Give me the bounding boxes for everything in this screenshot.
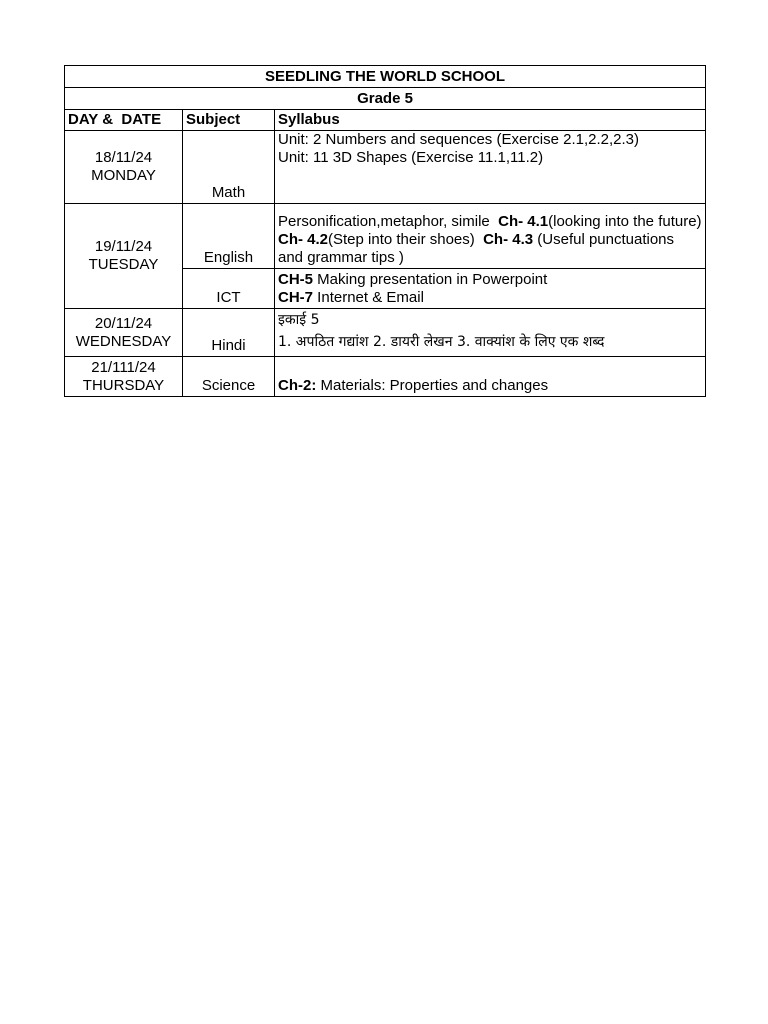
- chapter-ref: CH-5: [278, 271, 314, 288]
- title-row: [65, 66, 706, 88]
- day-date-cell: [65, 309, 183, 357]
- syllabus-line: 1. अपठित गद्यांश 2. डायरी लेखन 3. वाक्यांश के लिए एक शब्द: [278, 334, 605, 350]
- weekday-text: MONDAY: [91, 167, 156, 184]
- subject-cell: English: [183, 204, 275, 269]
- table-row-tuesday-english: [65, 204, 706, 269]
- subject-cell: Hindi: [183, 309, 275, 357]
- syllabus-line: [278, 289, 702, 307]
- chapter-ref: Ch- 4.2: [278, 231, 329, 248]
- syllabus-line: Unit: 11 3D Shapes (Exercise 11.1,11.2): [278, 149, 544, 166]
- syllabus-line: [278, 271, 702, 289]
- date-text: 18/11/24: [94, 149, 153, 166]
- chapter-ref: Ch- 4.1: [498, 213, 549, 230]
- day-date-cell: [65, 357, 183, 397]
- chapter-ref: Ch-2:: [278, 377, 317, 394]
- day-date-cell: [65, 131, 183, 204]
- column-header-day-date: DAY & DATE: [65, 110, 183, 131]
- column-header-syllabus: Syllabus: [275, 110, 706, 131]
- exam-schedule-table: [64, 65, 706, 397]
- syllabus-line: इकाई 5: [278, 312, 320, 328]
- syllabus-text: (Step into their shoes): [328, 231, 484, 248]
- syllabus-line: Unit: 2 Numbers and sequences (Exercise 2.1,2.2,2.3): [278, 131, 640, 148]
- syllabus-text: (looking into the future): [548, 213, 706, 230]
- date-text: 20/11/24: [94, 314, 153, 332]
- subject-cell: Science: [183, 357, 275, 397]
- school-name: SEEDLING THE WORLD SCHOOL: [65, 66, 706, 88]
- syllabus-text: Materials: Properties and changes: [316, 377, 549, 394]
- header-row: [65, 110, 706, 131]
- table-row-monday: [65, 131, 706, 204]
- syllabus-cell: [275, 309, 706, 357]
- weekday-text: TUESDAY: [88, 256, 159, 273]
- syllabus-text: (Useful punctuations and grammar tips ): [278, 231, 679, 266]
- syllabus-text: Making presentation in Powerpoint: [313, 271, 548, 288]
- weekday-text: WEDNESDAY: [75, 332, 172, 350]
- syllabus-text: Personification,metaphor, simile: [278, 213, 499, 230]
- subject-cell: Math: [183, 131, 275, 204]
- chapter-ref: CH-7: [278, 289, 314, 306]
- chapter-ref: Ch- 4.3: [483, 231, 534, 248]
- grade-row: [65, 88, 706, 110]
- syllabus-cell: [275, 357, 706, 397]
- grade-label: Grade 5: [65, 88, 706, 110]
- subject-cell: ICT: [183, 269, 275, 309]
- syllabus-cell: [275, 204, 706, 269]
- day-date-cell: [65, 204, 183, 309]
- table-row-wednesday: [65, 309, 706, 357]
- table-row-thursday: [65, 357, 706, 397]
- weekday-text: THURSDAY: [82, 376, 165, 394]
- date-text: 19/11/24: [94, 238, 153, 255]
- syllabus-cell: [275, 131, 706, 204]
- column-header-subject: Subject: [183, 110, 275, 131]
- syllabus-cell: [275, 269, 706, 309]
- syllabus-text: Internet & Email: [313, 289, 424, 306]
- date-text: 21/111/24: [91, 358, 156, 376]
